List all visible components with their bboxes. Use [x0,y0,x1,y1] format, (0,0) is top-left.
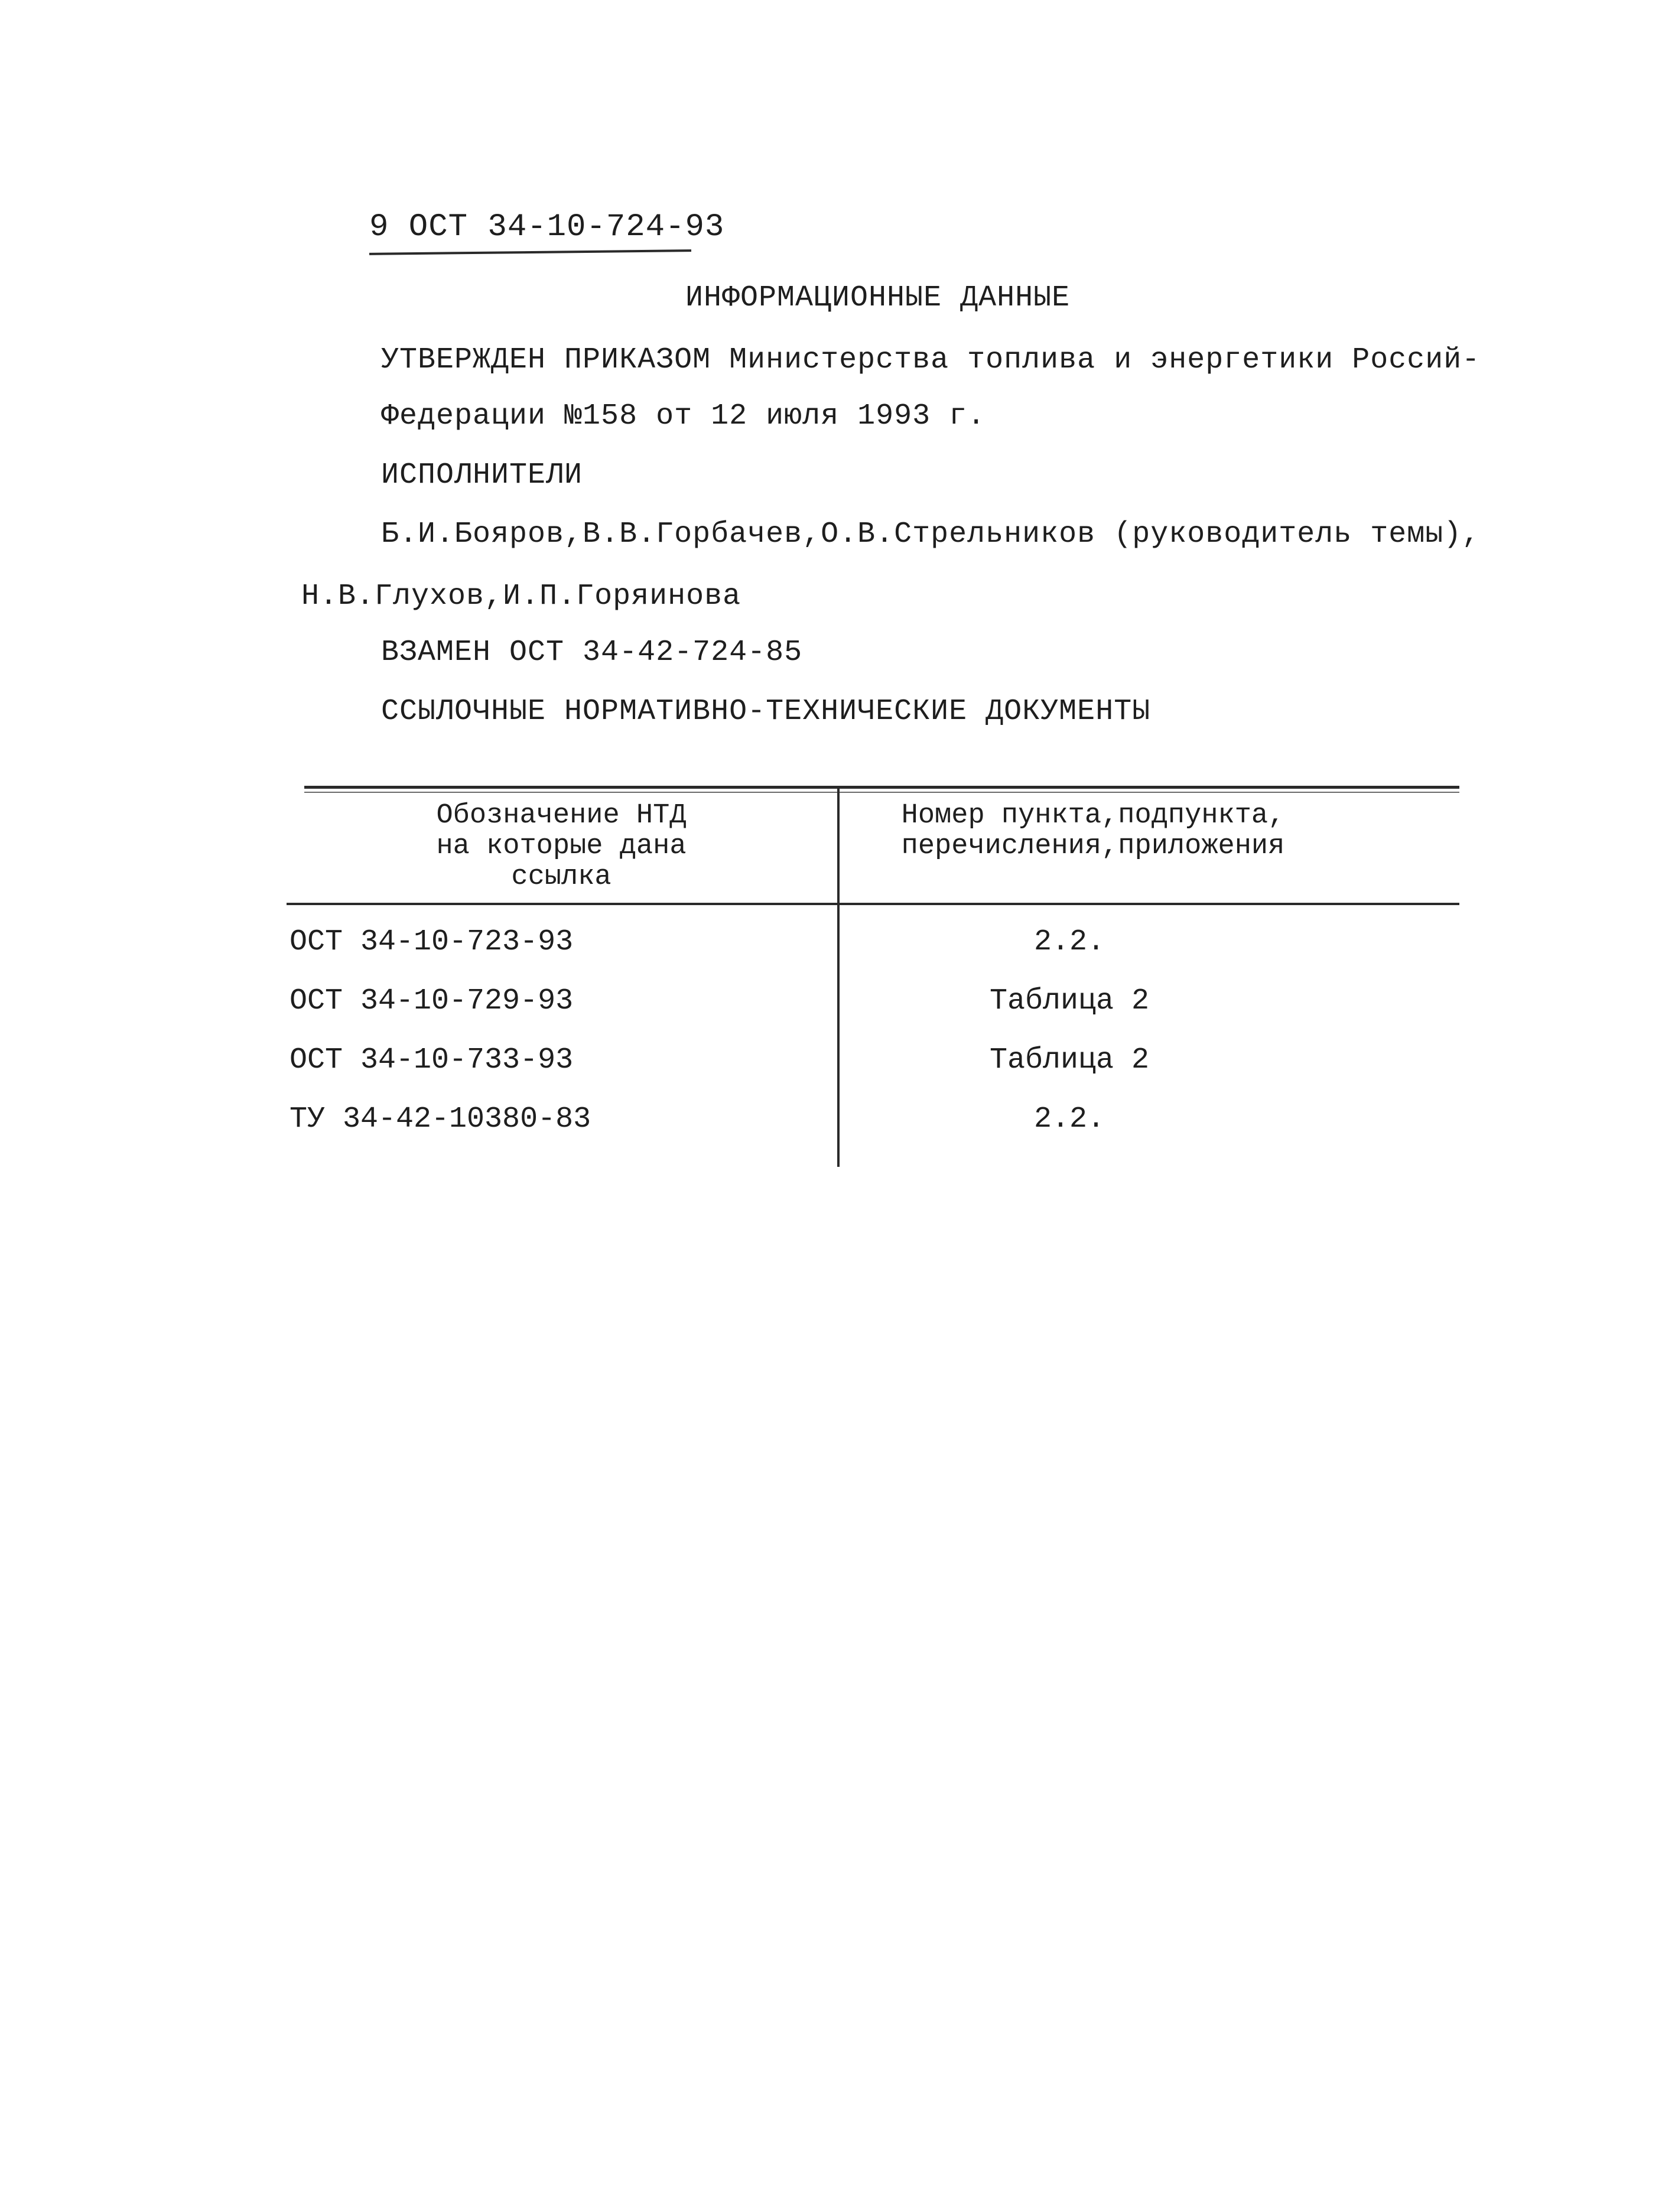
developers-line-2: Н.В.Глухов,И.П.Горяинова [301,580,741,613]
table-cell-doc: ОСТ 34-10-723-93 [290,925,574,959]
table-header-designation [384,801,739,893]
table-cell-doc: ОСТ 34-10-729-93 [290,984,574,1018]
document-code-underline [369,249,691,255]
table-cell-ref: 2.2. [1033,925,1105,959]
table-header-clause-line: перечисления,приложения [901,831,1285,862]
table-header-designation-line: Обозначение НТД [436,800,687,831]
table-cell-ref: Таблица 2 [989,1043,1150,1077]
developers-line-1: Б.И.Бояров,В.В.Горбачев,О.В.Стрельников (руководитель темы), [381,518,1481,551]
document-code: 9 ОСТ 34-10-724-93 [369,209,725,245]
table-cell-doc: ОСТ 34-10-733-93 [290,1043,574,1077]
section-title: ИНФОРМАЦИОННЫЕ ДАННЫЕ [685,281,1071,315]
table-header-designation-line: на которые дана [436,831,687,862]
table-header-rule [287,903,1459,905]
table-cell-doc: ТУ 34-42-10380-83 [290,1102,591,1136]
approved-line-1: УТВЕРЖДЕН ПРИКАЗОМ Министерства топлива и энергетики Россий- [381,343,1481,377]
table-top-rule [304,786,1459,789]
table-header-clause-line: Номер пункта,подпункта, [901,800,1285,831]
table-header-designation-line: ссылка [511,861,612,893]
reference-docs-title: ССЫЛОЧНЫЕ НОРМАТИВНО-ТЕХНИЧЕСКИЕ ДОКУМЕНТЫ [381,695,1151,728]
table-column-divider [837,789,840,1167]
table-cell-ref: Таблица 2 [989,984,1150,1018]
table-header-clause [880,801,1306,862]
developers-label: ИСПОЛНИТЕЛИ [381,458,583,492]
table-top-rule-secondary [304,792,1459,793]
table-cell-ref: 2.2. [1033,1102,1105,1136]
approved-line-2: Федерации №158 от 12 июля 1993 г. [381,399,986,433]
replaces-line: ВЗАМЕН ОСТ 34-42-724-85 [381,636,803,669]
